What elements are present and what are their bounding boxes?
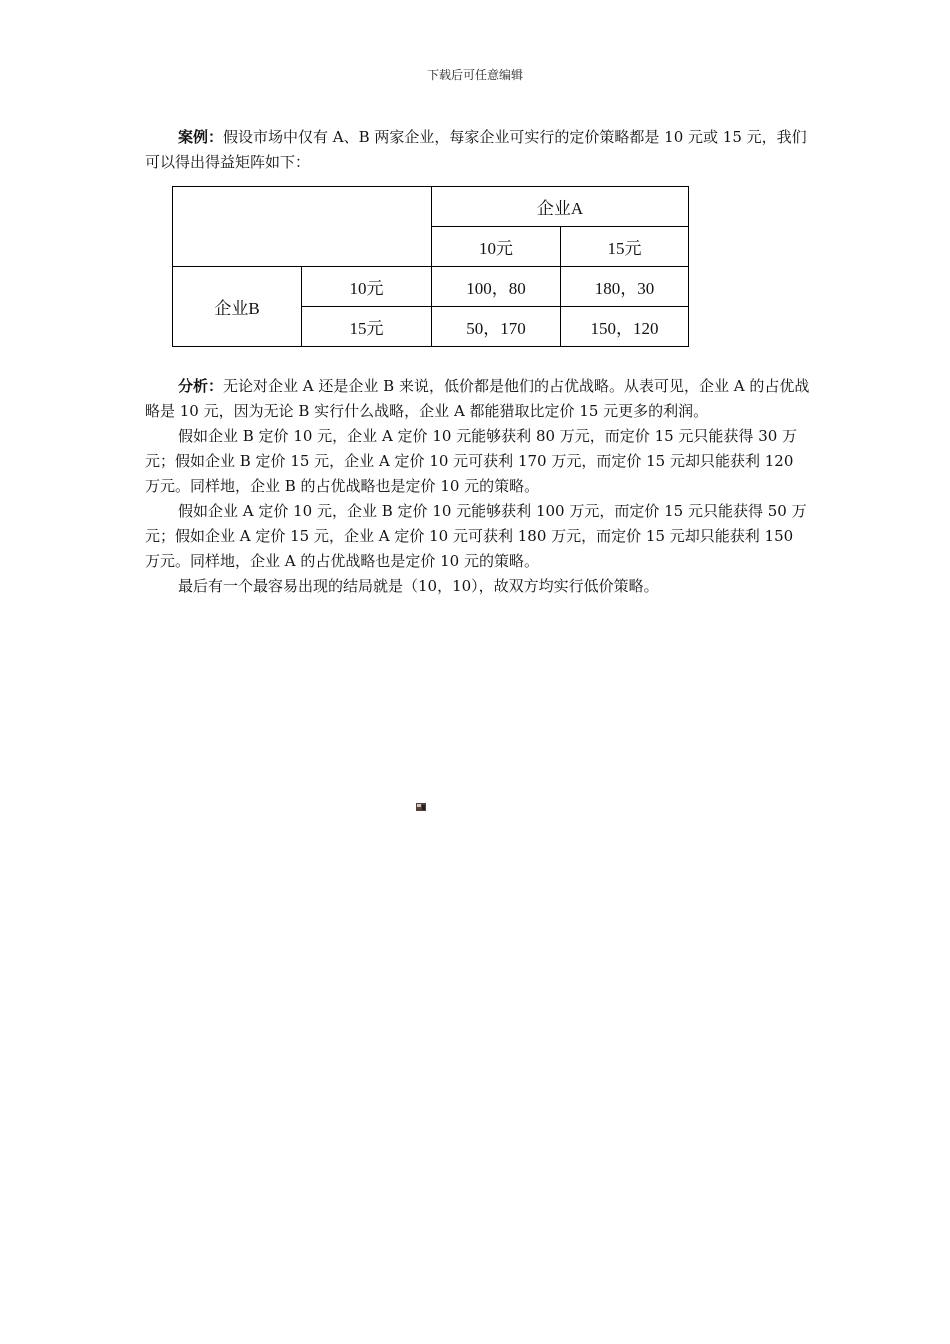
matrix-col-header: 10元 xyxy=(432,227,561,267)
matrix-cell: 180，30 xyxy=(561,267,689,307)
analysis-label: 分析： xyxy=(178,377,224,395)
matrix-corner-cell xyxy=(173,187,432,267)
analysis-paragraph-3: 假如企业 A 定价 10 元，企业 B 定价 10 元能够获利 100 万元，而定价 15 元只能获得 50 万元；假如企业 A 定价 15 元，企业 A 定价 10 元可获利 180 万元，而定价 15 元却只能获利 150 万元。同样地，企业 A 的占优战略也是定价 10 元的策略。 xyxy=(145,502,807,570)
matrix-row-header: 15元 xyxy=(302,307,432,347)
analysis-paragraph-1 xyxy=(145,374,810,424)
case-text: 假设市场中仅有 A、B 两家企业，每家企业可实行的定价策略都是 10 元或 15 元，我们可以得出得益矩阵如下： xyxy=(145,128,807,171)
case-label: 案例： xyxy=(178,128,224,146)
payoff-matrix xyxy=(172,186,689,347)
matrix-row-header: 10元 xyxy=(302,267,432,307)
matrix-cell: 150，120 xyxy=(561,307,689,347)
analysis-text-1: 无论对企业 A 还是企业 B 来说，低价都是他们的占优战略。从表可见，企业 A 的占优战略是 10 元，因为无论 B 实行什么战略，企业 A 都能猎取比定价 15 元更多的利润。 xyxy=(145,377,810,420)
matrix-col-group: 企业A xyxy=(432,187,689,227)
analysis-paragraph-2: 假如企业 B 定价 10 元，企业 A 定价 10 元能够获利 80 万元，而定价 15 元只能获得 30 万元；假如企业 B 定价 15 元，企业 A 定价 10 元可获利 170 万元，而定价 15 元却只能获利 120 万元。同样地，企业 B 的占优战略也是定价 10 元的策略。 xyxy=(145,427,798,495)
matrix-cell: 50，170 xyxy=(432,307,561,347)
matrix-row-group: 企业B xyxy=(173,267,302,347)
matrix-cell: 100，80 xyxy=(432,267,561,307)
matrix-col-header: 15元 xyxy=(561,227,689,267)
image-placeholder-icon xyxy=(416,803,426,811)
page-header: 下载后可任意编辑 xyxy=(426,68,523,82)
analysis-conclusion: 最后有一个最容易出现的结局就是（10，10），故双方均实行低价策略。 xyxy=(178,577,659,595)
case-paragraph xyxy=(145,125,810,175)
